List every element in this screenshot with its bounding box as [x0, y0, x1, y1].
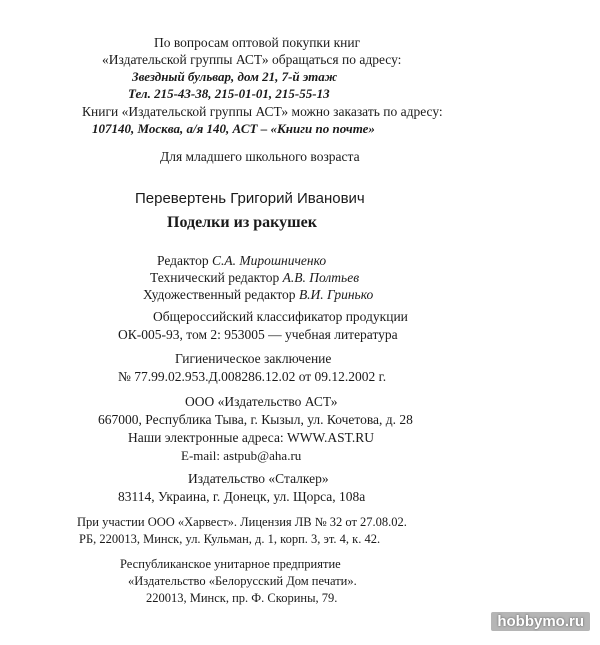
credit-editor	[157, 254, 326, 268]
hygiene-line-2: № 77.99.02.953.Д.008286.12.02 от 09.12.2002 г.	[118, 369, 387, 384]
wholesale-line-2: «Издательской группы АСТ» обращаться по адресу:	[102, 52, 402, 67]
credit-art-name: В.И. Гринько	[298, 287, 374, 302]
credit-tech-label: Технический редактор	[150, 270, 280, 285]
harvest-line-1: При участии ООО «Харвест». Лицензия ЛВ № 32 от 27.08.02.	[77, 515, 407, 529]
printer-line-2: «Издательство «Белорусский Дом печати».	[128, 574, 357, 588]
publisher-stalker-address: 83114, Украина, г. Донецк, ул. Щорса, 108а	[118, 489, 366, 504]
audience-note: Для младшего школьного возраста	[160, 149, 360, 164]
classifier-line-1: Общероссийский классификатор продукции	[153, 309, 408, 324]
site-watermark: hobbymo.ru	[491, 612, 590, 631]
publisher-ast-name: ООО «Издательство АСТ»	[185, 394, 338, 409]
wholesale-line-1: По вопросам оптовой покупки книг	[154, 35, 361, 50]
credit-editor-name: С.А. Мирошниченко	[211, 253, 327, 268]
mail-order-address: 107140, Москва, а/я 140, АСТ – «Книги по почте»	[92, 121, 375, 136]
credit-art-editor	[143, 288, 373, 302]
publisher-stalker-name: Издательство «Сталкер»	[188, 471, 329, 486]
book-title: Поделки из ракушек	[167, 214, 317, 231]
hygiene-line-1: Гигиеническое заключение	[175, 351, 332, 366]
credit-tech-name: А.В. Полтьев	[282, 270, 360, 285]
classifier-line-2: ОК-005-93, том 2: 953005 — учебная литература	[118, 327, 398, 342]
publisher-ast-address: 667000, Республика Тыва, г. Кызыл, ул. Кочетова, д. 28	[98, 412, 413, 427]
wholesale-address: Звездный бульвар, дом 21, 7-й этаж	[132, 69, 338, 84]
author-name: Перевертень Григорий Иванович	[135, 190, 365, 207]
publisher-ast-email: E-mail: astpub@aha.ru	[181, 448, 302, 463]
printer-line-1: Республиканское унитарное предприятие	[120, 557, 341, 571]
printer-line-3: 220013, Минск, пр. Ф. Скорины, 79.	[146, 591, 338, 605]
credit-tech-editor	[150, 271, 359, 285]
credit-editor-label: Редактор	[157, 253, 209, 268]
wholesale-phones: Тел. 215-43-38, 215-01-01, 215-55-13	[128, 86, 330, 101]
harvest-line-2: РБ, 220013, Минск, ул. Кульман, д. 1, корп. 3, эт. 4, к. 42.	[79, 532, 381, 546]
credit-art-label: Художественный редактор	[143, 287, 296, 302]
publisher-ast-web: Наши электронные адреса: WWW.AST.RU	[128, 430, 375, 445]
mail-order-line-1: Книги «Издательской группы АСТ» можно заказать по адресу:	[82, 104, 443, 119]
